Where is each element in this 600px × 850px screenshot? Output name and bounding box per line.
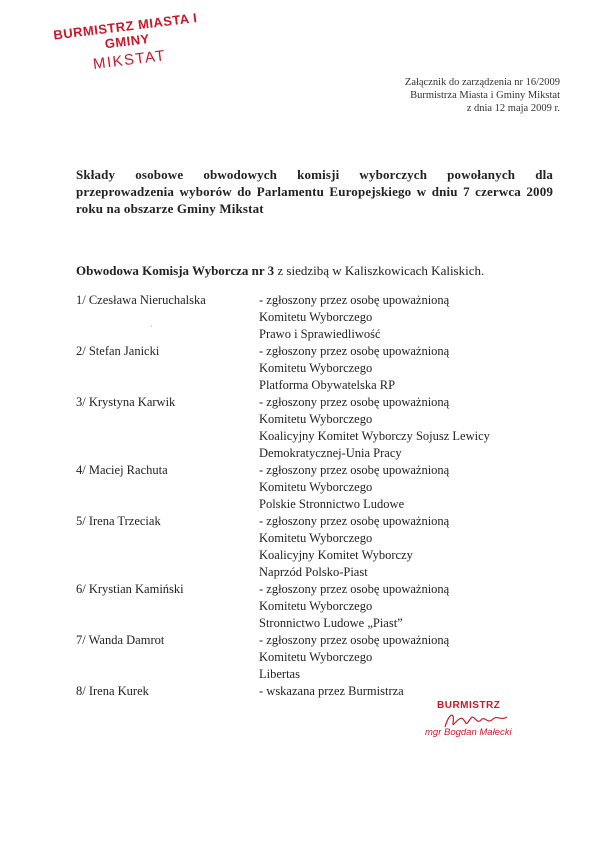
member-entry [76, 292, 546, 343]
nomination-line: Demokratycznej-Unia Pracy [259, 446, 402, 460]
member-name: 5/ Irena Trzeciak [76, 514, 161, 528]
official-stamp [50, 10, 205, 78]
signature-office: BURMISTRZ [437, 700, 501, 711]
member-entry [76, 343, 546, 394]
nomination-line: - zgłoszony przez osobę upoważnioną [259, 344, 450, 358]
nomination-line: Komitetu Wyborczego [259, 480, 373, 494]
member-nomination [259, 292, 546, 343]
commission-seat: z siedzibą w Kaliszkowicach Kaliskich. [274, 263, 485, 278]
nomination-line: Komitetu Wyborczego [259, 310, 373, 324]
commission-heading [76, 262, 546, 279]
nomination-line: Komitetu Wyborczego [259, 650, 373, 664]
annex-line-3: z dnia 12 maja 2009 r. [466, 103, 560, 114]
nomination-line: Komitetu Wyborczego [259, 412, 373, 426]
member-name: 1/ Czesława Nieruchalska [76, 293, 206, 307]
signature-block [425, 700, 555, 738]
nomination-line: - zgłoszony przez osobę upoważnioną [259, 293, 450, 307]
member-nomination [259, 632, 546, 683]
member-nomination [259, 343, 546, 394]
annex-line-1: Załącznik do zarządzenia nr 16/2009 [404, 77, 560, 88]
member-name: 3/ Krystyna Karwik [76, 395, 176, 409]
nomination-line: Libertas [259, 667, 300, 681]
nomination-line: - zgłoszony przez osobę upoważnioną [259, 514, 450, 528]
member-name: 4/ Maciej Rachuta [76, 463, 168, 477]
member-name: 7/ Wanda Damrot [76, 633, 165, 647]
signer-name: mgr Bogdan Małecki [425, 727, 512, 738]
nomination-line: Naprzód Polsko-Piast [259, 565, 368, 579]
annex-note [300, 76, 560, 115]
nomination-line: Komitetu Wyborczego [259, 599, 373, 613]
nomination-line: Stronnictwo Ludowe „Piast” [259, 616, 403, 630]
stamp-line-2: MIKSTAT [92, 47, 167, 73]
member-entry [76, 632, 546, 683]
nomination-line: Koalicyjny Komitet Wyborczy Sojusz Lewicy [259, 429, 490, 443]
member-name: 2/ Stefan Janicki [76, 344, 160, 358]
document-title: Składy osobowe obwodowych komisji wyborczych powołanych dla przeprowadzenia wyborów do Parlamentu Europejskiego w dniu 7 czerwca 2009 roku na obszarze Gminy Mikstat [76, 167, 553, 216]
member-entry [76, 462, 546, 513]
nomination-line: Platforma Obywatelska RP [259, 378, 396, 392]
stray-dot: · [150, 322, 153, 331]
nomination-line: - zgłoszony przez osobę upoważnioną [259, 582, 450, 596]
member-nomination [259, 683, 546, 700]
member-entry [76, 394, 546, 462]
member-nomination [259, 513, 546, 581]
member-entry [76, 683, 546, 700]
nomination-line: - zgłoszony przez osobę upoważnioną [259, 395, 450, 409]
nomination-line: Komitetu Wyborczego [259, 531, 373, 545]
annex-line-2: Burmistrza Miasta i Gminy Mikstat [410, 90, 560, 101]
nomination-line: Koalicyjny Komitet Wyborczy [259, 548, 413, 562]
nomination-line: Polskie Stronnictwo Ludowe [259, 497, 405, 511]
nomination-line: - wskazana przez Burmistrza [259, 684, 404, 698]
member-nomination [259, 581, 546, 632]
member-name: 6/ Krystian Kamiński [76, 582, 184, 596]
nomination-line: Prawo i Sprawiedliwość [259, 327, 381, 341]
stamp-line-1: BURMISTRZ MIASTA I GMINY [52, 10, 199, 52]
members-list [76, 292, 546, 700]
nomination-line: - zgłoszony przez osobę upoważnioną [259, 633, 450, 647]
nomination-line: - zgłoszony przez osobę upoważnioną [259, 463, 450, 477]
member-entry [76, 513, 546, 581]
member-entry [76, 581, 546, 632]
member-nomination [259, 462, 546, 513]
commission-name: Obwodowa Komisja Wyborcza nr 3 [76, 263, 275, 278]
member-nomination [259, 394, 546, 462]
member-name: 8/ Irena Kurek [76, 684, 149, 698]
nomination-line: Komitetu Wyborczego [259, 361, 373, 375]
